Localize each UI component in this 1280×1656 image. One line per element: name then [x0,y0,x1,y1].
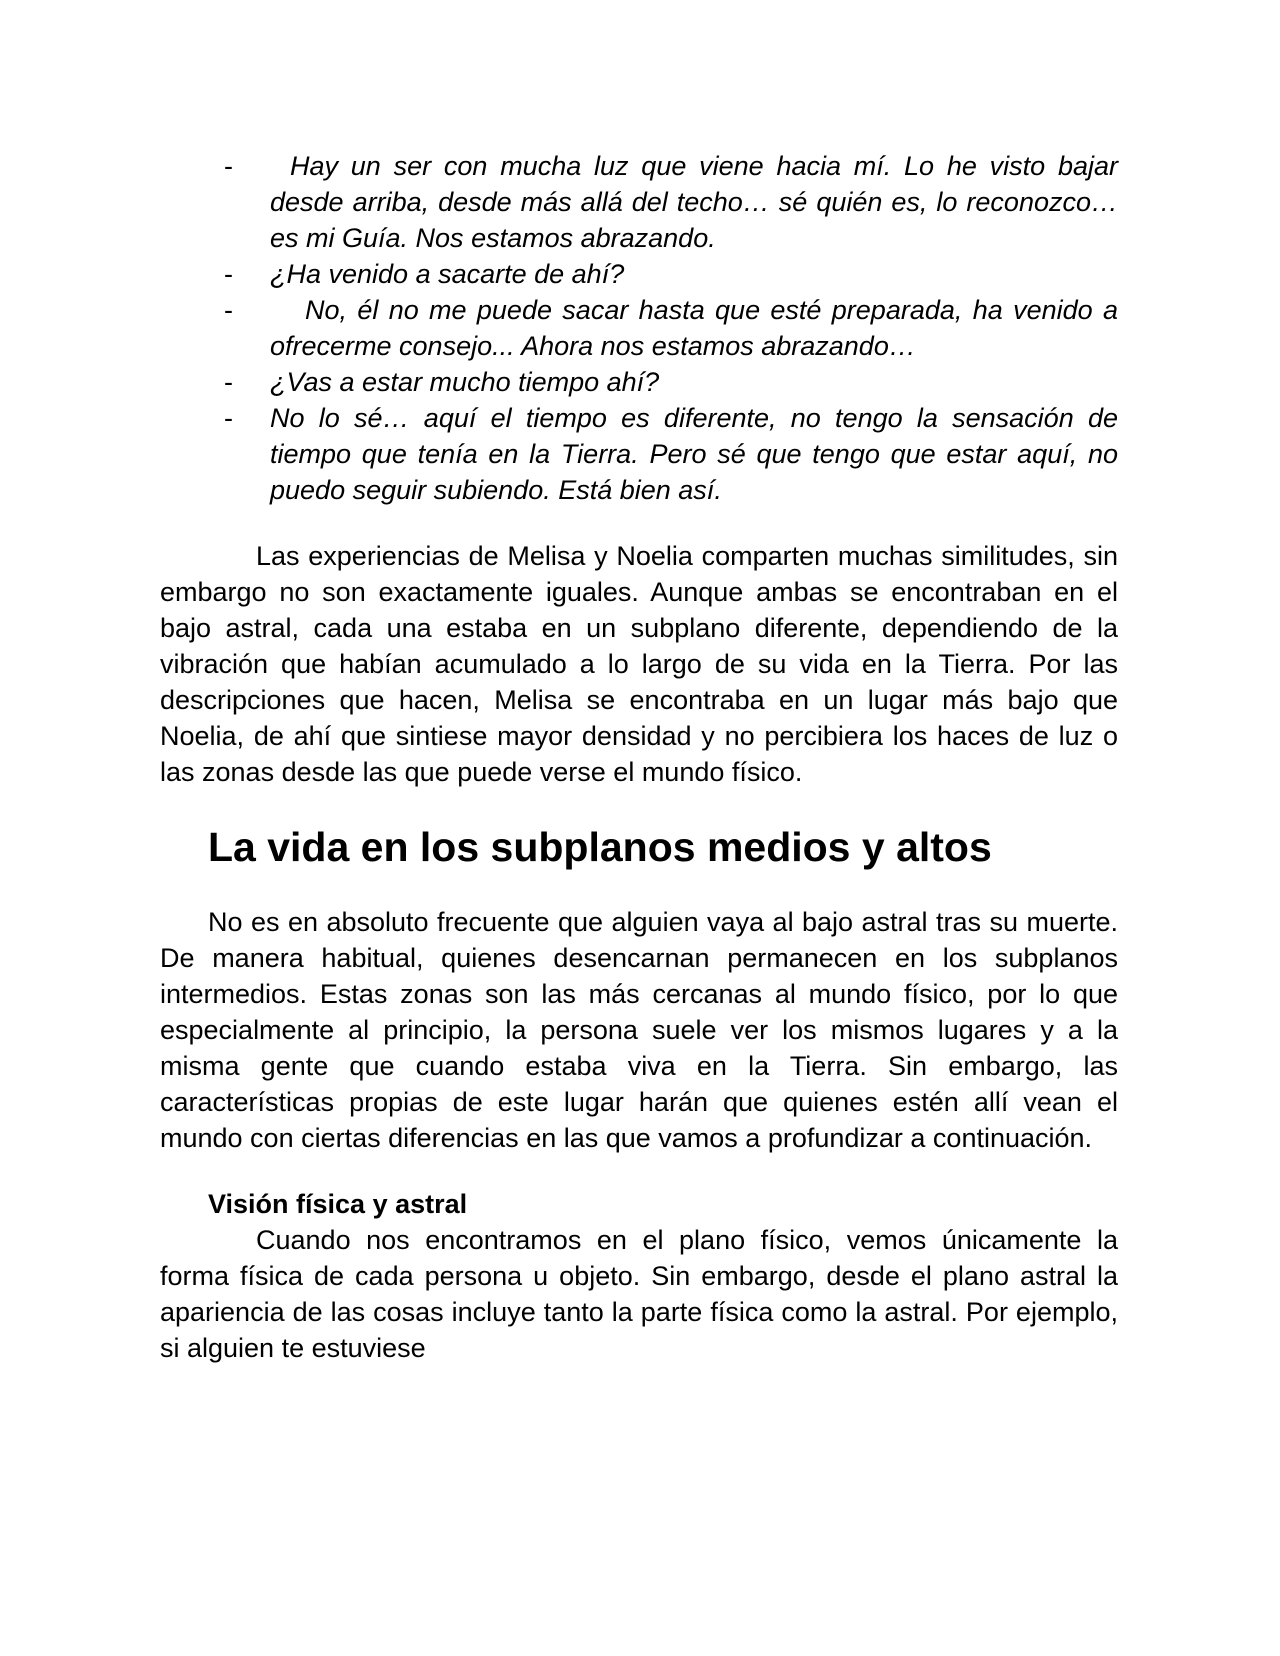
body-paragraph: No es en absoluto frecuente que alguien vaya al bajo astral tras su muerte. De manera habitual, quienes desencarnan permanecen en los subplanos intermedios. Estas zonas son las más cercanas al mundo físico, por lo que especialmente al principio, la persona suele ver los mismos lugares y a la misma gente que cuando estaba viva en la Tierra. Sin embargo, las características propias de este lugar harán que quienes estén allí vean el mundo con ciertas diferencias en las que vamos a profundizar a continuación. [160,907,1118,1153]
dialogue-line [160,148,1118,256]
dialogue-text: ¿Ha venido a sacarte de ahí? [270,259,625,289]
dialogue-dash: - [224,367,233,397]
dialogue-dash: - [224,259,233,289]
dialogue-list [160,148,1118,508]
subsection-heading: Visión física y astral [208,1189,468,1219]
body-paragraph: Cuando nos encontramos en el plano físico, vemos únicamente la forma física de cada persona u objeto. Sin embargo, desde el plano astral la apariencia de las cosas incluye tanto la parte física como la astral. Por ejemplo, si alguien te estuviese [160,1225,1118,1363]
dialogue-dash: - [224,151,233,181]
dialogue-text: No, él no me puede sacar hasta que esté preparada, ha venido a ofrecerme consejo... Ahora nos estamos abrazando… [270,295,1118,361]
dialogue-text: No lo sé… aquí el tiempo es diferente, no tengo la sensación de tiempo que tenía en la Tierra. Pero sé que tengo que estar aquí, no puedo seguir subiendo. Está bien así. [270,403,1118,505]
body-paragraph: Las experiencias de Melisa y Noelia comparten muchas similitudes, sin embargo no son exactamente iguales. Aunque ambas se encontraban en el bajo astral, cada una estaba en un subplano diferente, dependiendo de la vibración que habían acumulado a lo largo de su vida en la Tierra. Por las descripciones que hacen, Melisa se encontraba en un lugar más bajo que Noelia, de ahí que sintiese mayor densidad y no percibiera los haces de luz o las zonas desde las que puede verse el mundo físico. [160,541,1118,787]
dialogue-line [160,400,1118,508]
dialogue-line [160,292,1118,364]
dialogue-dash: - [224,403,233,433]
dialogue-dash: - [224,295,233,325]
dialogue-line [160,364,1118,400]
document-page [160,148,1118,1366]
dialogue-line [160,256,1118,292]
section-heading: La vida en los subplanos medios y altos [208,824,992,870]
dialogue-text: Hay un ser con mucha luz que viene hacia mí. Lo he visto bajar desde arriba, desde más allá del techo… sé quién es, lo reconozco… es mi Guía. Nos estamos abrazando. [270,151,1118,253]
dialogue-text: ¿Vas a estar mucho tiempo ahí? [270,367,660,397]
